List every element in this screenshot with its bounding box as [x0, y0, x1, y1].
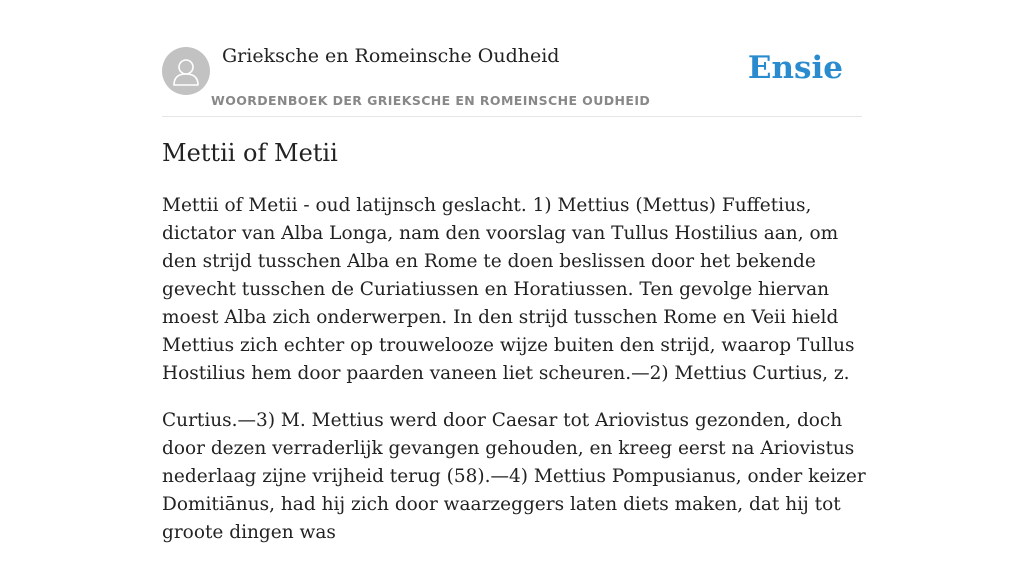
source-title[interactable]: Grieksche en Romeinsche Oudheid — [222, 45, 560, 67]
ensie-logo-link[interactable]: Ensie — [747, 50, 843, 86]
source-subtitle: WOORDENBOEK DER GRIEKSCHE EN ROMEINSCHE OUDHEID — [211, 93, 651, 108]
article-paragraph: Curtius.—3) M. Mettius werd door Caesar tot Ariovistus gezonden, doch door dezen verraderlijk gevangen gehouden, en kreeg eerst na Ariovistus nederlaag zijne vrijheid terug (58).—4) Mettius Pompusianus, onder keizer Domitiānus, had hij zich door waarzeggers laten diets maken, dat hij tot groote dingen was — [162, 410, 866, 543]
user-silhouette-icon — [162, 47, 210, 95]
source-header — [162, 40, 862, 117]
article-paragraph: Mettii of Metii - oud latijnsch geslacht. 1) Mettius (Mettus) Fuffetius, dictator van Alba Longa, nam den voorslag van Tullus Hostilius aan, om den strijd tusschen Alba en Rome te doen beslissen door het bekende gevecht tusschen de Curiatiussen en Horatiussen. Ten gevolge hiervan moest Alba zich onderwerpen. In den strijd tusschen Rome en Veii hield Mettius zich echter op trouwelooze wijze buiten den strijd, waarop Tullus Hostilius hem door paarden vaneen liet scheuren.—2) Mettius Curtius, z. — [162, 195, 855, 384]
avatar[interactable] — [162, 47, 210, 95]
article-body — [162, 192, 872, 566]
page-title: Mettii of Metii — [162, 139, 338, 167]
